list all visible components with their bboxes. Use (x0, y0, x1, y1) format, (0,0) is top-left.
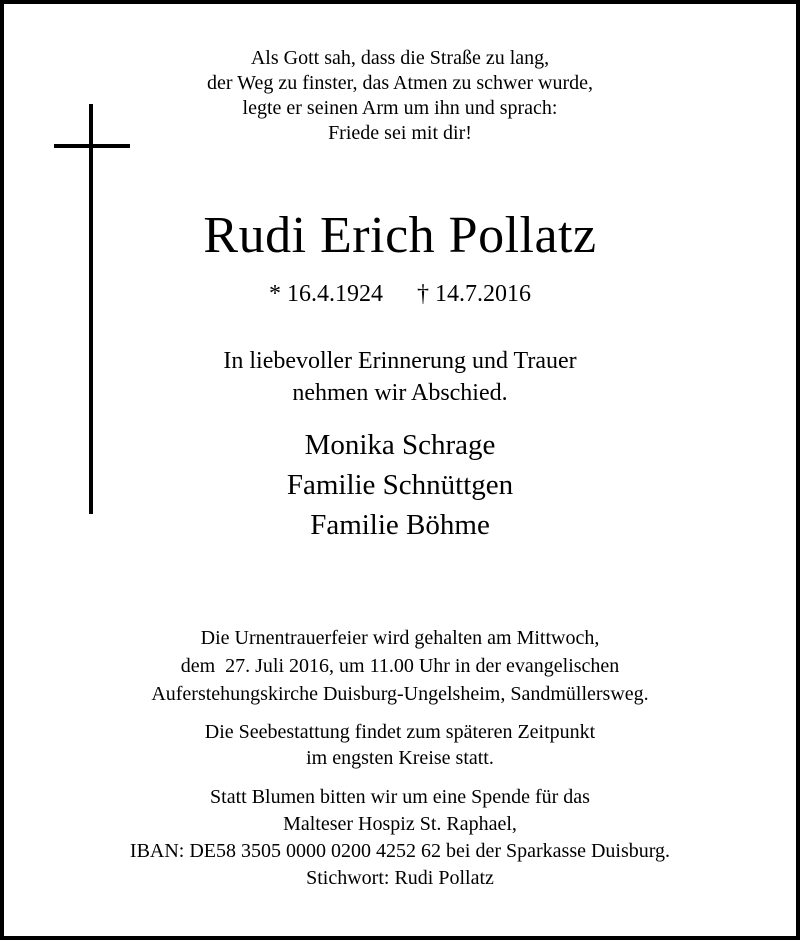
verse-line: Als Gott sah, dass die Straße zu lang, (250, 47, 550, 69)
donation-info (4, 784, 796, 892)
birth-date: * 16.4.1924 (269, 281, 383, 307)
mourner-name: Monika Schrage (304, 429, 496, 461)
mourning-line: In liebevoller Erinnerung und Trauer (223, 348, 577, 374)
death-date: † 14.7.2016 (417, 281, 531, 307)
mourner-name: Familie Böhme (310, 509, 490, 541)
burial-line: Die Seebestattung findet zum späteren Zeitpunkt (204, 721, 596, 743)
donation-line: Malteser Hospiz St. Raphael, (283, 813, 517, 835)
burial-info (4, 719, 796, 771)
ceremony-line: Auferstehungskirche Duisburg-Ungelsheim, Sandmüllersweg. (151, 683, 649, 705)
mourning-text (4, 345, 796, 409)
burial-line: im engsten Kreise statt. (306, 747, 494, 769)
mourner-name: Familie Schnüttgen (286, 469, 514, 501)
verse-line: der Weg zu finster, das Atmen zu schwer wurde, (207, 72, 593, 94)
ceremony-info (4, 624, 796, 708)
verse-line: legte er seinen Arm um ihn und sprach: (242, 97, 558, 119)
deceased-name: Rudi Erich Pollatz (203, 207, 597, 264)
verse-line: Friede sei mit dir! (328, 122, 472, 144)
mourning-line: nehmen wir Abschied. (292, 380, 508, 406)
donation-iban: IBAN: DE58 3505 0000 0200 4252 62 bei der Sparkasse Duisburg. (129, 840, 671, 862)
donation-keyword: Stichwort: Rudi Pollatz (306, 867, 494, 889)
life-dates (4, 278, 796, 310)
memorial-verse (4, 46, 796, 146)
ceremony-line: dem 27. Juli 2016, um 11.00 Uhr in der evangelischen (180, 655, 620, 677)
mourners-list (4, 425, 796, 545)
ceremony-line: Die Urnentrauerfeier wird gehalten am Mittwoch, (200, 627, 600, 649)
donation-line: Statt Blumen bitten wir um eine Spende für das (210, 786, 590, 808)
